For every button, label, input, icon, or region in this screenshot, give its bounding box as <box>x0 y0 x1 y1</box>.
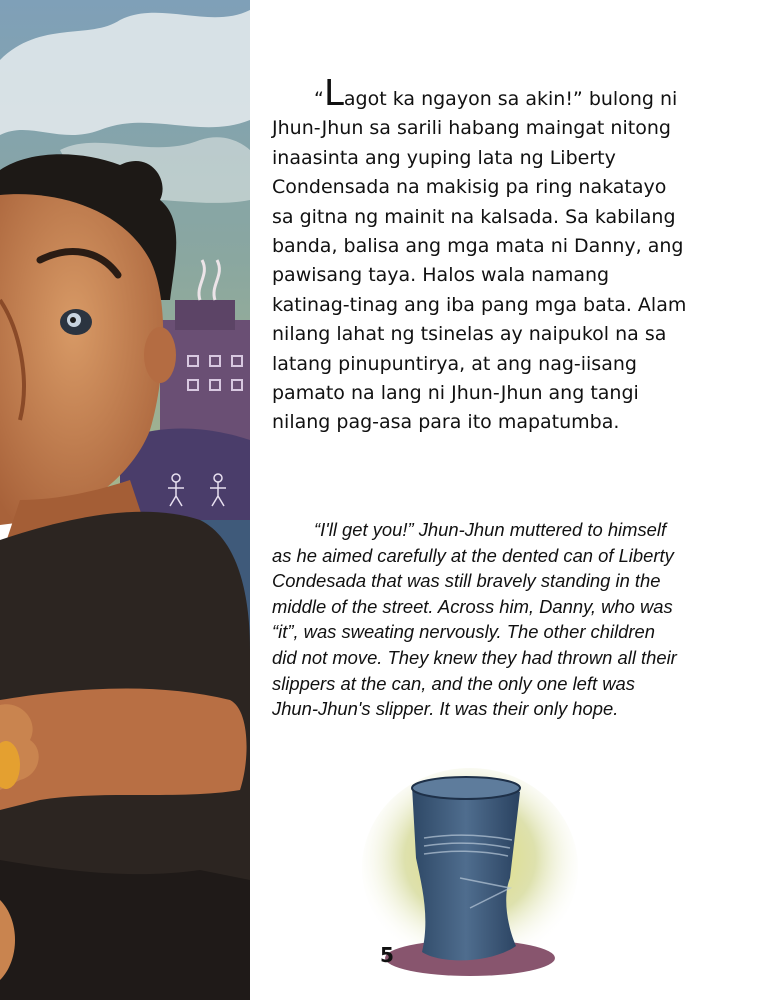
page-number: 5 <box>380 943 394 967</box>
filipino-body: agot ka ngayon sa akin!” bulong ni Jhun-Jhun sa sarili habang maingat nitong inaasinta ang yuping lata ng Liberty Condensada na makisig pa ring nakatayo sa gitna ng mainit na kalsada. Sa kabilang banda, balisa ang mga mata ni Danny, ang pawisang taya. Halos wala namang katinag-tinag ang iba pang mga bata. Alam nilang lahat ng tsinelas ay naipukol na sa latang pinupuntirya, at ang nag-iisang pamato na lang ni Jhun-Jhun ang tangi nilang pag-asa para ito mapatumba. <box>272 88 687 434</box>
drop-cap: L <box>323 73 344 114</box>
boy-aiming-painting <box>0 0 250 1000</box>
filipino-text-block <box>272 73 692 438</box>
filipino-paragraph <box>272 73 692 438</box>
opening-quote: “ <box>314 88 324 110</box>
boy-illustration <box>0 0 250 1000</box>
english-paragraph: “I'll get you!” Jhun-Jhun muttered to himself as he aimed carefully at the dented can of Liberty Condesada that was still bravely standing in the middle of the street. Across him, Danny, who was “it”, was sweating nervously. The other children did not move. They knew they had thrown all their slippers at the can, and the only one left was Jhun-Jhun's slipper. It was their only hope. <box>272 519 677 720</box>
